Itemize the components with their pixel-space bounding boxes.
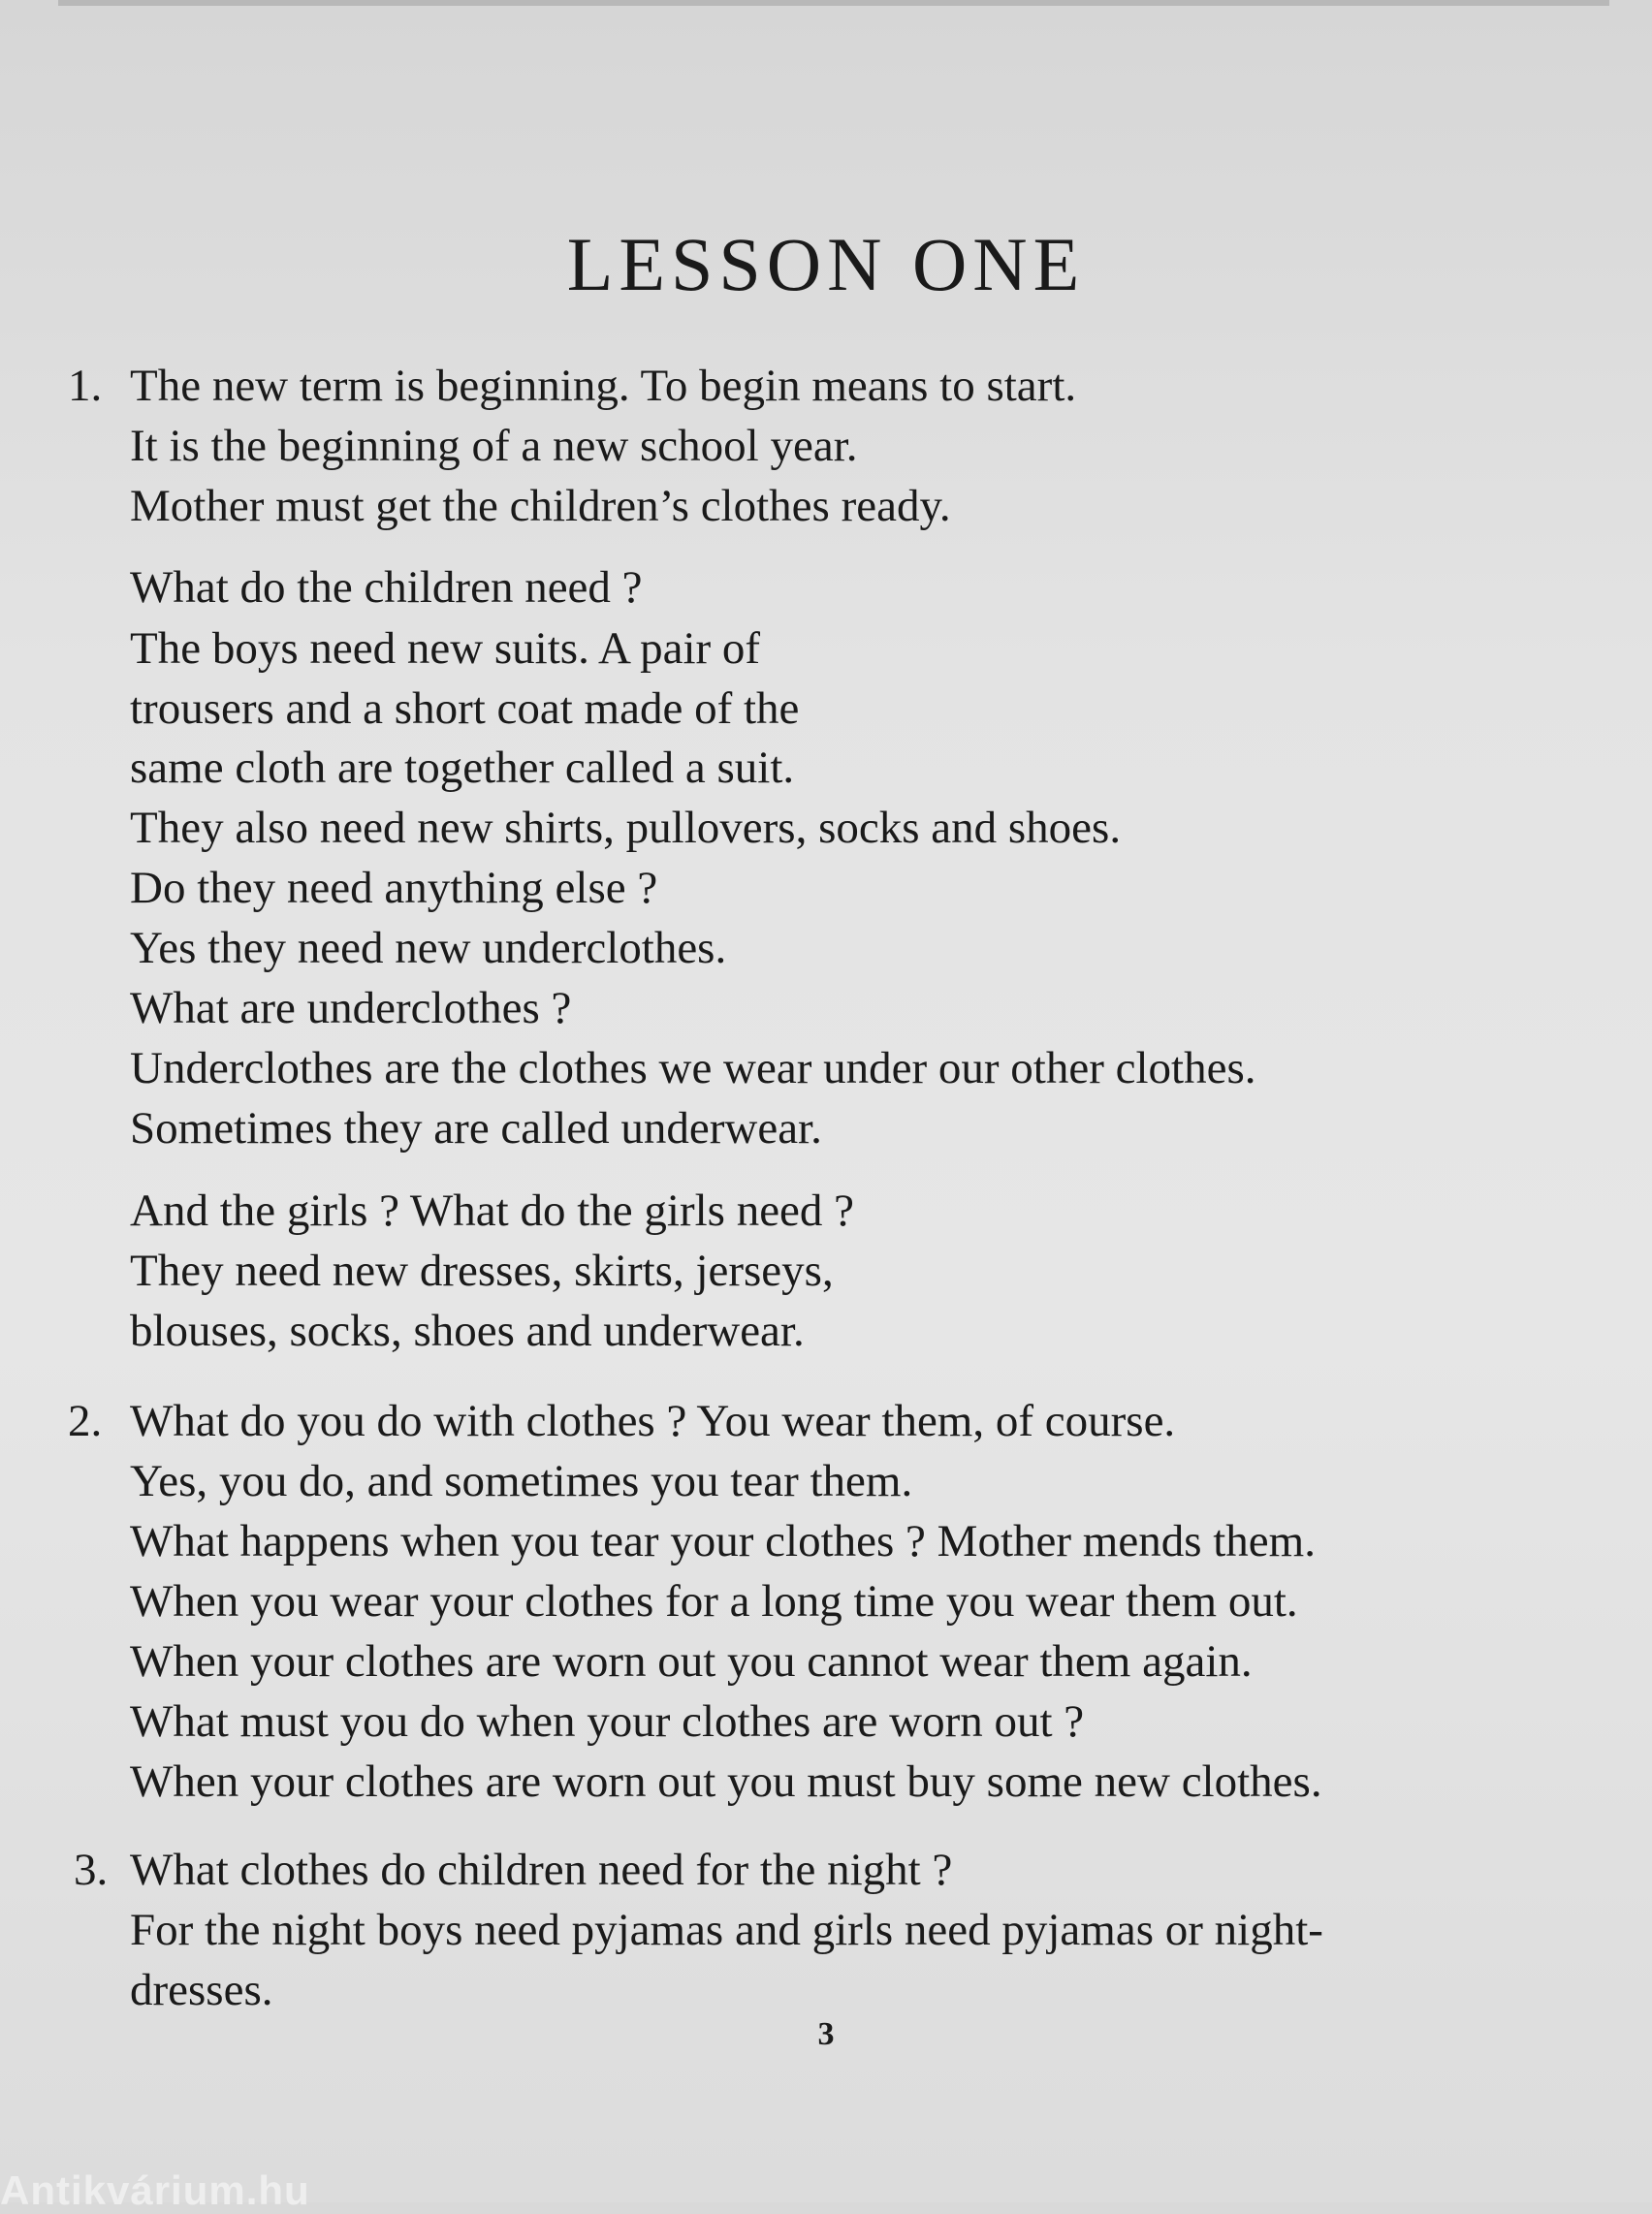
text-line: Mother must get the children’s clothes ready.: [130, 481, 951, 531]
page-number: 3: [817, 2016, 835, 2052]
page-top-edge: [58, 0, 1609, 6]
text-line: What do the children need ?: [130, 562, 643, 613]
text-line: What do you do with clothes ? You wear them, of course.: [130, 1396, 1176, 1446]
text-line: blouses, socks, shoes and underwear.: [130, 1306, 805, 1356]
text-line: For the night boys need pyjamas and girls need pyjamas or night-: [130, 1905, 1323, 1955]
text-line: same cloth are together called a suit.: [130, 743, 795, 793]
text-line: The new term is beginning. To begin means to start.: [130, 361, 1077, 411]
text-line: When your clothes are worn out you cannot wear them again.: [130, 1636, 1253, 1687]
text-line: They also need new shirts, pullovers, socks and shoes.: [130, 803, 1122, 853]
lesson-title: LESSON ONE: [566, 222, 1086, 306]
watermark-logo: Antikvárium.hu: [0, 2167, 310, 2213]
text-line: What clothes do children need for the night ?: [130, 1845, 953, 1895]
section-number: 2.: [68, 1396, 103, 1446]
text-line: dresses.: [130, 1965, 273, 2015]
section-number: 3.: [74, 1845, 109, 1895]
text-line: They need new dresses, skirts, jerseys,: [130, 1246, 834, 1296]
text-line: Do they need anything else ?: [130, 863, 658, 913]
text-line: Underclothes are the clothes we wear under our other clothes.: [130, 1043, 1256, 1093]
text-line: What are underclothes ?: [130, 983, 572, 1033]
text-line: When your clothes are worn out you must buy some new clothes.: [130, 1756, 1322, 1807]
text-line: It is the beginning of a new school year.: [130, 421, 858, 471]
text-line: What must you do when your clothes are worn out ?: [130, 1696, 1085, 1747]
text-line: The boys need new suits. A pair of: [130, 623, 761, 674]
text-line: trousers and a short coat made of the: [130, 683, 800, 734]
text-line: Yes they need new underclothes.: [130, 923, 727, 973]
text-line: Yes, you do, and sometimes you tear them.: [130, 1456, 913, 1506]
text-line: Sometimes they are called underwear.: [130, 1103, 822, 1154]
text-line: What happens when you tear your clothes ? Mother mends them.: [130, 1516, 1316, 1566]
text-line: And the girls ? What do the girls need ?: [130, 1186, 855, 1236]
text-line: When you wear your clothes for a long time you wear them out.: [130, 1576, 1298, 1627]
section-number: 1.: [68, 361, 103, 411]
